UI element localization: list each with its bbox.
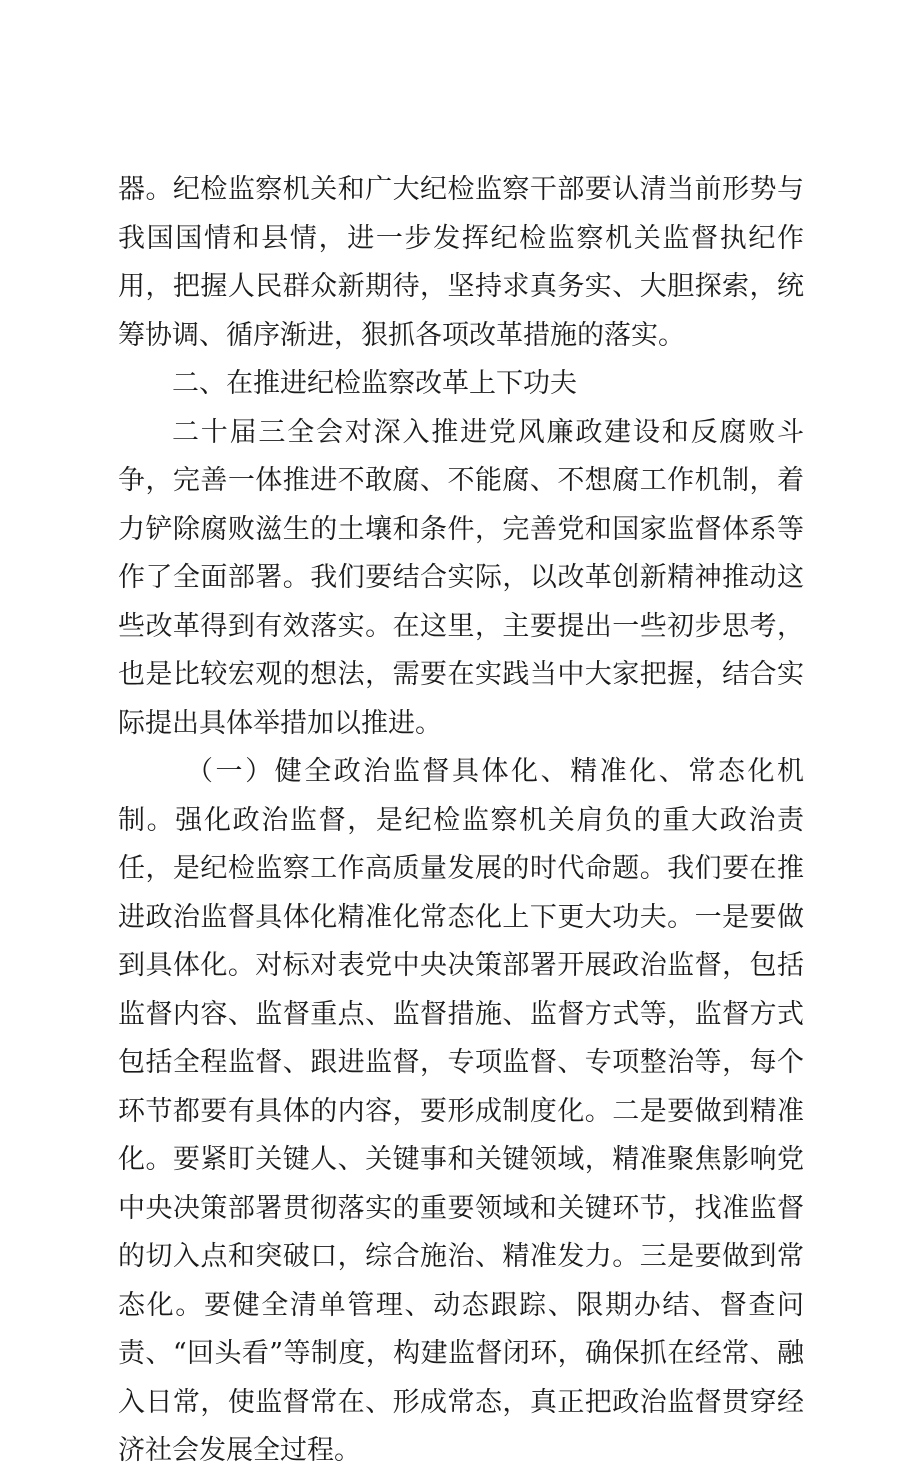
paragraph-reform-intro: 二十届三全会对深入推进党风廉政建设和反腐败斗争，完善一体推进不敢腐、不能腐、不想腐工作机制，着力铲除腐败滋生的土壤和条件，完善党和国家监督体系等作了全面部署。我们要结合实际，以改革创新精神推动这些改革得到有效落实。在这里，主要提出一些初步思考，也是比较宏观的想法，需要在实践当中大家把握，结合实际提出具体举措加以推进。 <box>118 416 804 739</box>
paragraph-continuation: 器。纪检监察机关和广大纪检监察干部要认清当前形势与我国国情和县情，进一步发挥纪检监察机关监督执纪作用，把握人民群众新期待，坚持求真务实、大胆探索，统筹协调、循序渐进，狠抓各项改革措施的落实。 <box>118 174 804 351</box>
document-body <box>118 166 804 1476</box>
section-heading: 二、在推进纪检监察改革上下功夫 <box>172 368 577 399</box>
paragraph-political-supervision: （一）健全政治监督具体化、精准化、常态化机制。强化政治监督，是纪检监察机关肩负的重大政治责任，是纪检监察工作高质量发展的时代命题。我们要在推进政治监督具体化精准化常态化上下更大功夫。一是要做到具体化。对标对表党中央决策部署开展政治监督，包括监督内容、监督重点、监督措施、监督方式等，监督方式包括全程监督、跟进监督，专项监督、专项整治等，每个环节都要有具体的内容，要形成制度化。二是要做到精准化。要紧盯关键人、关键事和关键领域，精准聚焦影响党中央决策部署贯彻落实的重要领域和关键环节，找准监督的切入点和突破口，综合施治、精准发力。三是要做到常态化。要健全清单管理、动态跟踪、限期办结、督查问责、“回头看”等制度，构建监督闭环，确保抓在经常、融入日常，使监督常在、形成常态，真正把政治监督贯穿经济社会发展全过程。 <box>118 756 804 1466</box>
